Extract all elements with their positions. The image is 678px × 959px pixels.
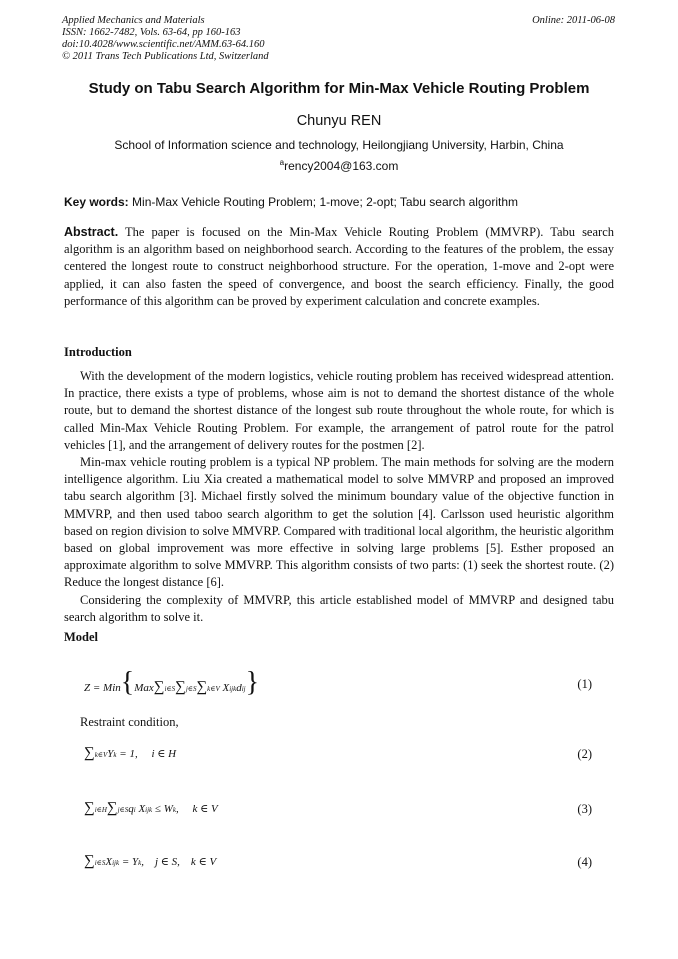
author-name: Chunyu REN — [296, 113, 382, 129]
doi: doi:10.4028/www.scientific.net/AMM.63-64.160 — [62, 39, 265, 50]
abstract-label: Abstract. — [64, 225, 119, 239]
keywords — [64, 195, 616, 209]
online-date: Online: 2011-06-08 — [532, 15, 615, 26]
intro-paragraph: Considering the complexity of MMVRP, this article established model of MMVRP and designed tabu search algorithm to solve it. — [64, 592, 614, 624]
equation-4: ∑i∈SXijk = Yk, j ∈ S, k ∈ V — [84, 853, 217, 869]
email-superscript: a — [279, 158, 285, 167]
paper-title: Study on Tabu Search Algorithm for Min-Max Vehicle Routing Problem — [88, 80, 590, 97]
journal-header — [62, 15, 269, 63]
affiliation: School of Information science and technology, Heilongjiang University, Harbin, China — [114, 138, 564, 152]
equation-number: (2) — [577, 747, 592, 761]
abstract-text: The paper is focused on the Min-Max Vehicle Routing Problem (MMVRP). Tabu search algorithm is an algorithm based on neighborhood search. According to the features of the problem, the essay centered the longest route to construct neighborhood structure. For the operation, 1-move and 2-opt were applied, it can also fasten the speed of convergence, and boost the search efficiency. Finally, the good performance of this algorithm can be proved by experiment calculation and concrete examples. — [64, 225, 614, 308]
introduction-heading: Introduction — [64, 345, 132, 359]
abstract — [64, 224, 614, 310]
intro-paragraph: With the development of the modern logistics, vehicle routing problem has received widespread attention. In practice, there exists a type of problems, whose aim is not to demand the shortest distance of the whole route, but to demand the shortest distance of the longest sub route throughout the whole route, for which is called Min-Max Vehicle Routing Problem. For example, the arrangement of patrol route for the patrol vehicles [1], and the arrangement of delivery routes for the postmen [2]. — [64, 369, 614, 452]
model-heading: Model — [64, 630, 99, 644]
equation-2: ∑k∈VYk = 1, i ∈ H — [84, 745, 177, 761]
equation-number: (3) — [577, 802, 592, 816]
restraint-label: Restraint condition, — [80, 715, 179, 729]
author-email — [0, 158, 678, 173]
intro-paragraph: Min-max vehicle routing problem is a typical NP problem. The main methods for solving are the modern intelligence algorithm. Liu Xia created a mathematical model to solve MMVRP and proposed an improved tabu search algorithm [3]. Michael firstly solved the minimum boundary value of the objective function in MMVRP, and then used taboo search algorithm to get the solution [4]. Carlsson used heuristic algorithm based on region division to solve MMVRP. Compared with traditional local algorithm, the heuristic algorithm based on global improvement was more effective in solving large problems [5]. Esther proposed an approximate algorithm to solve MMVRP. This algorithm consists of two parts: (1) seek the shortest route. (2) Reduce the longest distance [6]. — [64, 455, 614, 590]
journal-name: Applied Mechanics and Materials — [62, 15, 205, 26]
equation-3: ∑i∈H∑j∈Sqi Xijk ≤ Wk, k ∈ V — [84, 800, 218, 816]
equation-number: (4) — [577, 855, 592, 869]
email-address: rency2004@163.com — [284, 159, 399, 173]
equation-number: (1) — [577, 677, 592, 691]
keywords-label: Key words: — [64, 195, 129, 209]
issn: ISSN: 1662-7482, Vols. 63-64, pp 160-163 — [62, 27, 241, 38]
keywords-text: Min-Max Vehicle Routing Problem; 1-move; 2-opt; Tabu search algorithm — [132, 195, 518, 209]
copyright: © 2011 Trans Tech Publications Ltd, Switzerland — [62, 51, 269, 62]
introduction-body — [64, 368, 614, 626]
equation-1: Z = Min{Max∑i∈S∑j∈S∑k∈V Xijkdij} — [84, 667, 260, 698]
